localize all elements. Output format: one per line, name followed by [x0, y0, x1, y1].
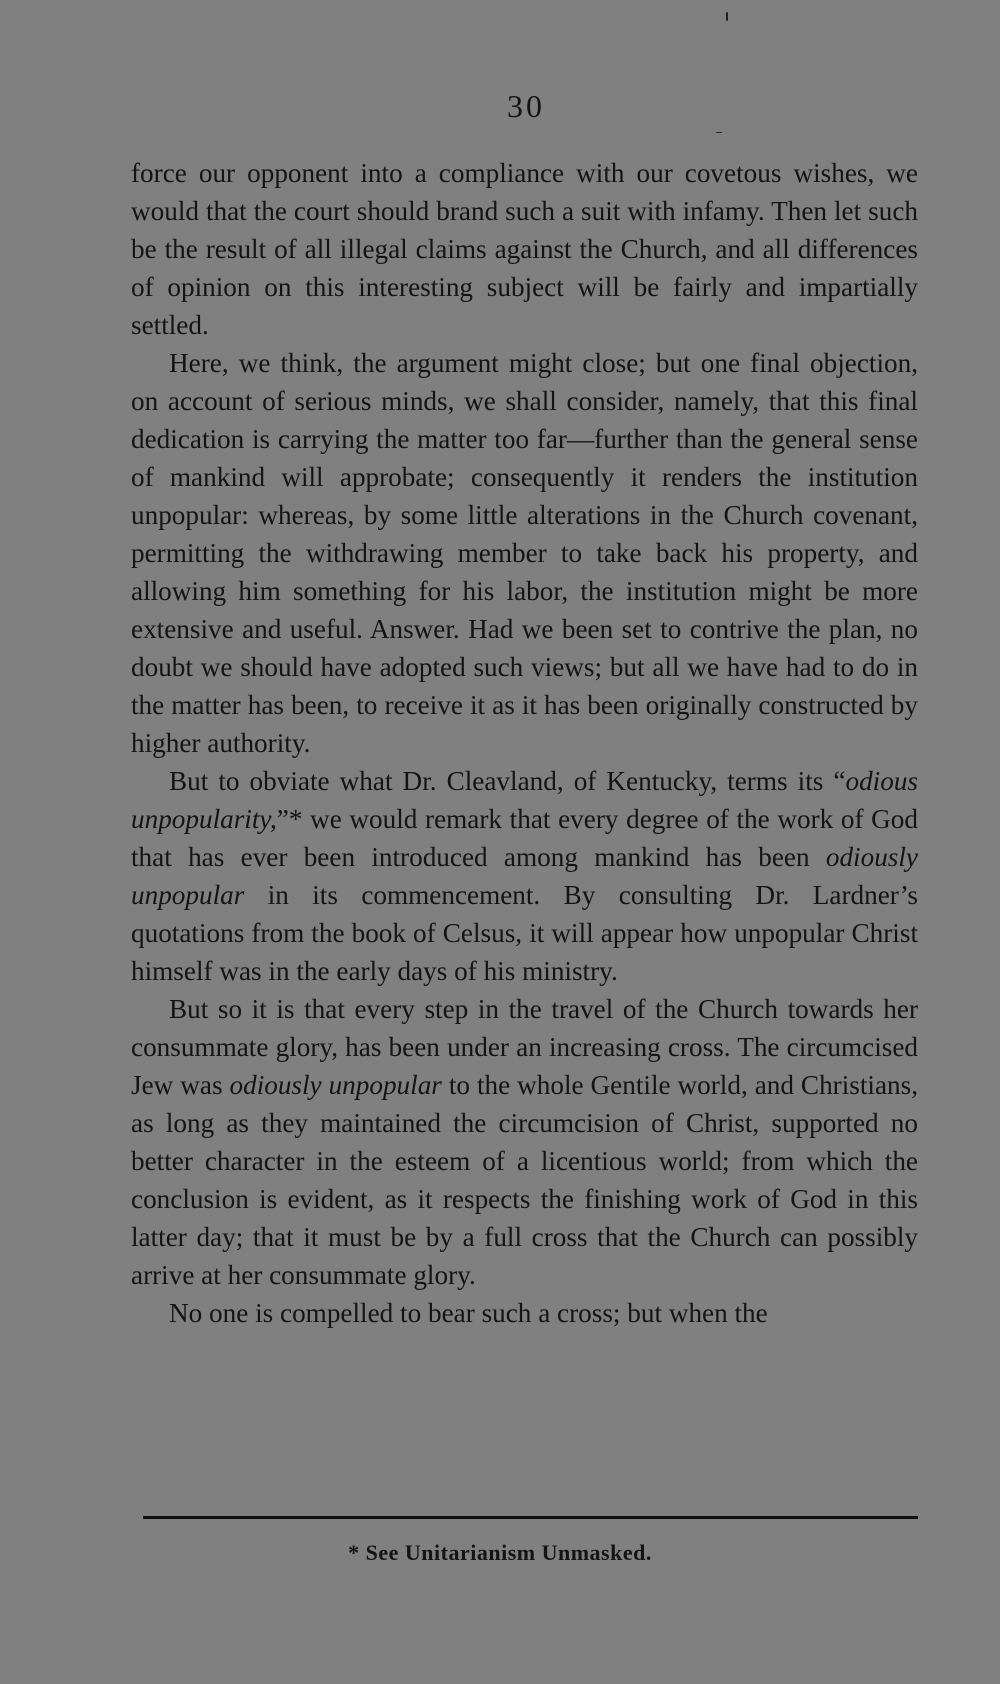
paragraph-text: ”* we would remark that every degree of the work of God that has ever been introduced among mankind has been [131, 804, 918, 872]
paragraph-text: to the whole Gentile world, and Christians, as long as they maintained the circumcision of Christ, supported no better character in the esteem of a licentious world; from which the conclusion is evident, as it respects the finishing work of God in this latter day; that it must be by a full cross that the Church can possibly arrive at her consummate glory. [131, 1070, 918, 1290]
page-number: 30 [507, 88, 545, 124]
print-speck [716, 132, 722, 133]
paragraph-text: But to obviate what Dr. Cleavland, of Kentucky, terms its “ [169, 766, 846, 796]
paragraph-text: in its commencement. By consulting Dr. Lardner’s quotations from the book of Celsus, it will appear how unpopular Christ himself was in the early days of his ministry. [131, 880, 918, 986]
footnote-rule [143, 1516, 918, 1519]
italic-text: odious unpopularity, [131, 766, 918, 834]
body-text [131, 154, 918, 1332]
paragraph [131, 154, 918, 344]
paragraph-text: No one is compelled to bear such a cross; but when the [169, 1298, 768, 1328]
paragraph [131, 1294, 918, 1332]
italic-text: odiously unpopular [229, 1070, 442, 1100]
paragraph-text: But so it is that every step in the travel of the Church towards her consummate glory, has been under an increasing cross. The circumcised Jew was [131, 994, 918, 1100]
italic-text: odiously unpopular [131, 842, 918, 910]
print-speck [726, 12, 728, 21]
paragraph [131, 762, 918, 990]
footnote: * See Unitarianism Unmasked. [348, 1540, 652, 1565]
paragraph [131, 990, 918, 1294]
paragraph-text: Here, we think, the argument might close; but one final objection, on account of serious minds, we shall consider, namely, that this final dedication is carrying the matter too far—further than the general sense of mankind will approbate; consequently it renders the institution unpopular: whereas, by some little alterations in the Church covenant, permitting the withdrawing member to take back his property, and allowing him something for his labor, the institution might be more extensive and useful. Answer. Had we been set to contrive the plan, no doubt we should have adopted such views; but all we have had to do in the matter has been, to receive it as it has been originally constructed by higher authority. [131, 348, 918, 758]
paragraph [131, 344, 918, 762]
paragraph-text: force our opponent into a compliance with our covetous wishes, we would that the court should brand such a suit with infamy. Then let such be the result of all illegal claims against the Church, and all differences of opinion on this interesting subject will be fairly and impartially settled. [131, 158, 918, 340]
